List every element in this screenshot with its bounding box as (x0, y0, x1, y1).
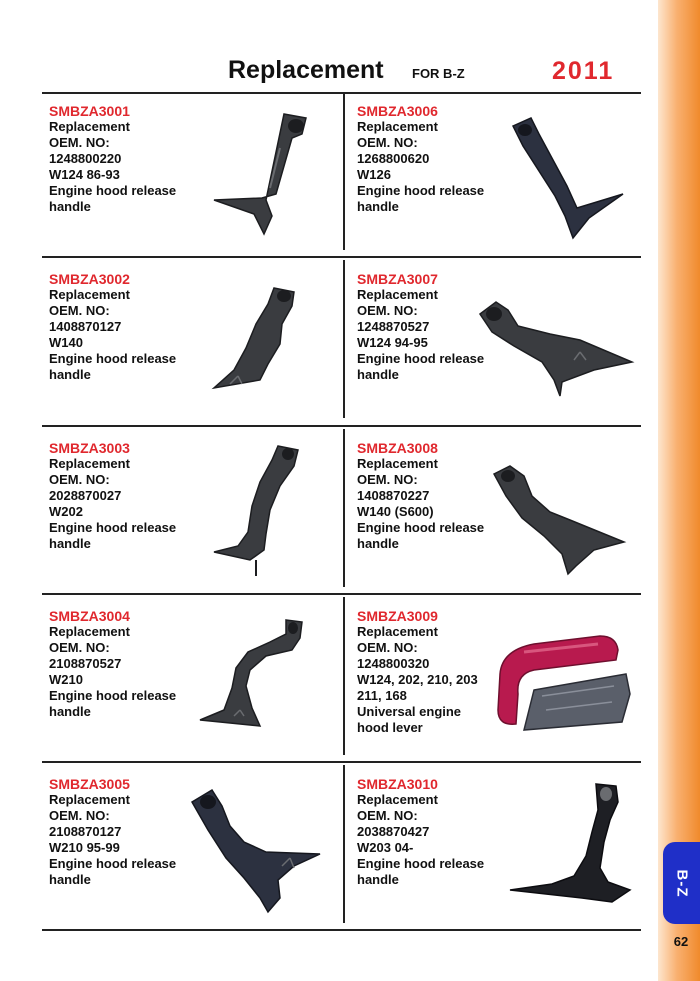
product-code: SMBZA3004 (49, 608, 130, 624)
description-line-2: handle (49, 367, 91, 382)
page-number: 62 (673, 934, 689, 949)
oem-label: OEM. NO: (357, 808, 418, 823)
description-line-1: Engine hood release (49, 856, 177, 871)
description-line-2: handle (49, 199, 91, 214)
hood-release-handle-image (488, 462, 628, 576)
oem-number: 1268800620 (357, 151, 430, 166)
description-line-2: handle (357, 872, 399, 887)
universal-hood-lever-image (494, 630, 634, 734)
model: W210 95-99 (49, 840, 120, 855)
oem-number: 2108870127 (49, 824, 122, 839)
description-line-2: handle (49, 704, 91, 719)
product-code: SMBZA3001 (49, 103, 130, 119)
description-line-1: Universal engine (357, 704, 462, 719)
description-line-2: handle (357, 536, 399, 551)
description-line-1: Engine hood release (49, 688, 177, 703)
divider (42, 92, 641, 94)
description-line-1: Engine hood release (357, 351, 485, 366)
oem-label: OEM. NO: (357, 472, 418, 487)
product-code: SMBZA3009 (357, 608, 438, 624)
section-tab[interactable] (663, 842, 700, 924)
hood-release-handle-image (186, 786, 324, 914)
product-type: Replacement (49, 456, 130, 471)
product-type: Replacement (357, 119, 438, 134)
oem-label: OEM. NO: (49, 808, 110, 823)
product-type: Replacement (49, 624, 130, 639)
model: W210 (49, 672, 83, 687)
product-code: SMBZA3007 (357, 271, 438, 287)
model: W203 04- (357, 840, 414, 855)
product-code: SMBZA3003 (49, 440, 130, 456)
page-header (0, 56, 658, 90)
description-line-1: Engine hood release (357, 856, 485, 871)
model: W124 94-95 (357, 335, 428, 350)
product-code: SMBZA3002 (49, 271, 130, 287)
product-type: Replacement (357, 624, 438, 639)
description-line-1: Engine hood release (357, 520, 485, 535)
product-type: Replacement (357, 287, 438, 302)
oem-number: 2108870527 (49, 656, 122, 671)
page-title: Replacement (228, 56, 384, 84)
model: W140 (49, 335, 83, 350)
product-type: Replacement (49, 792, 130, 807)
hood-release-handle-image (474, 298, 640, 398)
oem-label: OEM. NO: (357, 135, 418, 150)
oem-number: 2038870427 (357, 824, 430, 839)
description-line-2: handle (49, 872, 91, 887)
oem-label: OEM. NO: (49, 303, 110, 318)
product-code: SMBZA3008 (357, 440, 438, 456)
product-code: SMBZA3006 (357, 103, 438, 119)
product-type: Replacement (49, 287, 130, 302)
oem-label: OEM. NO: (357, 640, 418, 655)
description-line-2: handle (357, 367, 399, 382)
oem-number: 1248870527 (357, 319, 430, 334)
model-line-2: 211, 168 (357, 688, 407, 703)
description-line-1: Engine hood release (49, 183, 177, 198)
orange-side-strip (658, 0, 700, 981)
model: W124 86-93 (49, 167, 120, 182)
hood-release-handle-image (206, 108, 316, 236)
description-line-1: Engine hood release (49, 520, 177, 535)
catalog-year: 2011 (552, 57, 615, 85)
description-line-1: Engine hood release (49, 351, 177, 366)
oem-label: OEM. NO: (49, 135, 110, 150)
product-code: SMBZA3010 (357, 776, 438, 792)
hood-release-handle-image (196, 616, 308, 734)
product-type: Replacement (357, 792, 438, 807)
hood-release-handle-image (208, 442, 304, 578)
description-line-2: hood lever (357, 720, 423, 735)
oem-number: 1248800220 (49, 151, 122, 166)
section-tab-label: B-Z (673, 869, 690, 897)
model: W124, 202, 210, 203 (357, 672, 478, 687)
product-type: Replacement (49, 119, 130, 134)
oem-number: 1408870127 (49, 319, 122, 334)
hood-release-handle-image (504, 780, 634, 910)
product-card[interactable] (49, 440, 349, 608)
product-type: Replacement (357, 456, 438, 471)
oem-label: OEM. NO: (357, 303, 418, 318)
oem-number: 2028870027 (49, 488, 122, 503)
oem-label: OEM. NO: (49, 640, 110, 655)
description-line-2: handle (49, 536, 91, 551)
oem-number: 1248800320 (357, 656, 430, 671)
oem-label: OEM. NO: (49, 472, 110, 487)
hood-release-handle-image (505, 112, 645, 242)
page-subtitle: FOR B-Z (412, 66, 465, 81)
model: W126 (357, 167, 391, 182)
oem-number: 1408870227 (357, 488, 430, 503)
hood-release-handle-image (210, 284, 310, 396)
model: W140 (S600) (357, 504, 434, 519)
description-line-1: Engine hood release (357, 183, 485, 198)
description-line-2: handle (357, 199, 399, 214)
product-code: SMBZA3005 (49, 776, 130, 792)
model: W202 (49, 504, 83, 519)
